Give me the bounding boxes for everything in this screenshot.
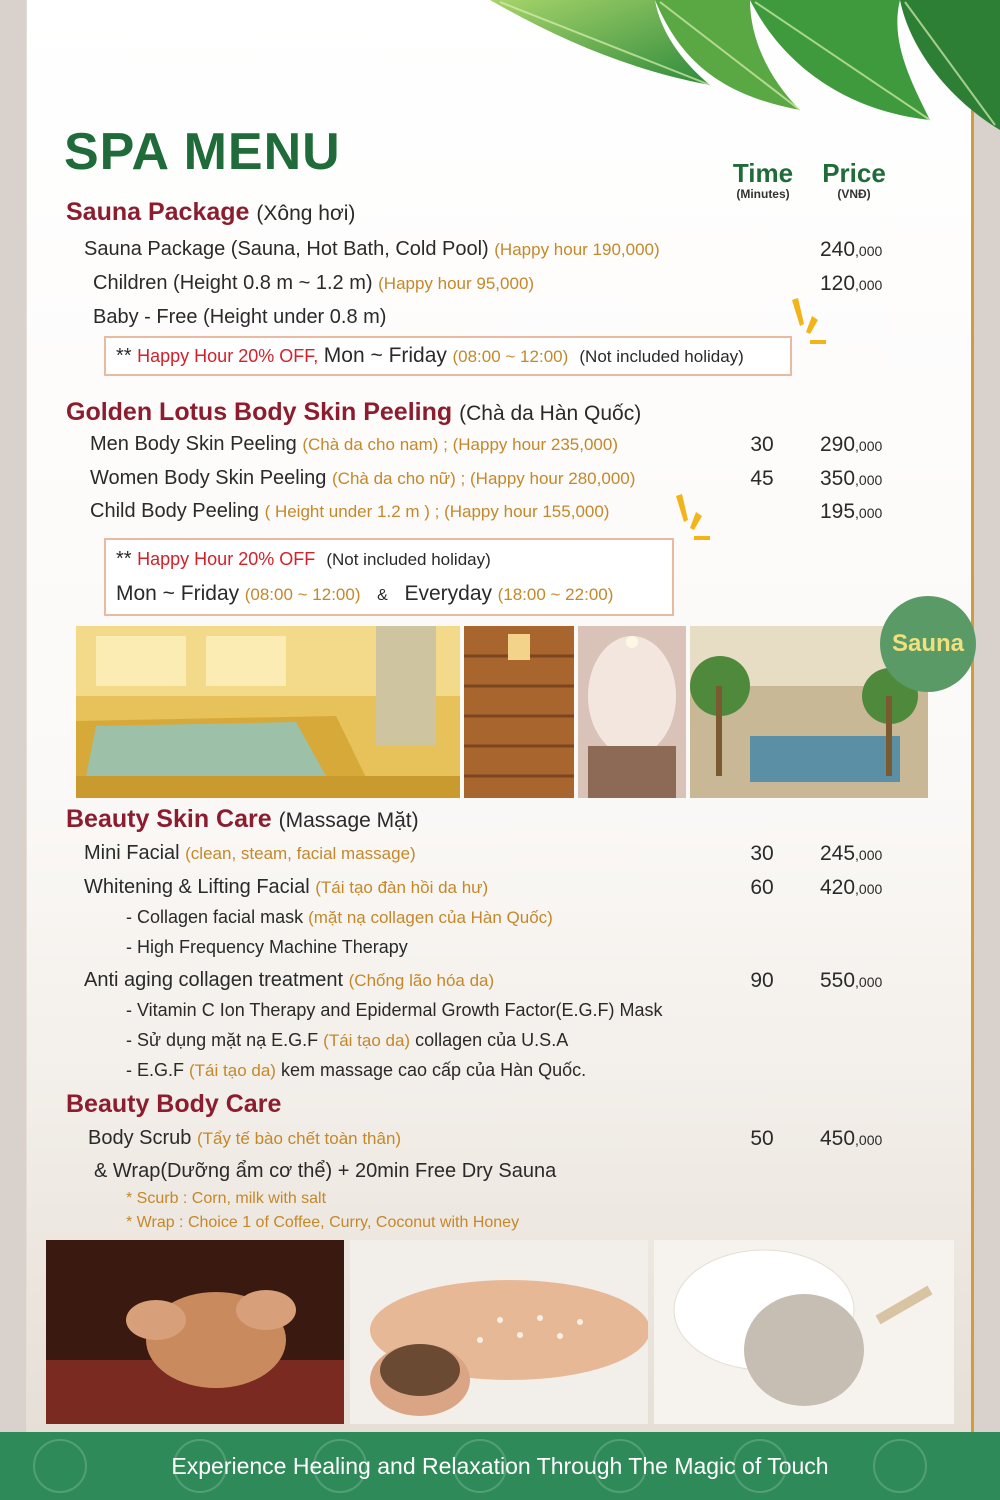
price-label: Price [822, 158, 886, 188]
promo-hours-line: Mon ~ Friday (08:00 ~ 12:00) & Everyday (18:00 ~ 22:00) [116, 582, 614, 605]
item-time: 30 [750, 842, 774, 865]
promo-discount: Happy Hour 20% OFF [137, 549, 316, 569]
time-label: Time [732, 158, 794, 188]
promo-hours: (18:00 ~ 22:00) [497, 585, 614, 604]
menu-item-continued: & Wrap(Dưỡng ẩm cơ thể) + 20min Free Dry Sauna [94, 1160, 557, 1182]
item-note: (Chống lão hóa da) [348, 971, 495, 990]
item-name: Women Body Skin Peeling [90, 467, 327, 489]
menu-item [84, 238, 660, 261]
body-care-heading: Beauty Body Care [66, 1090, 282, 1118]
footer-slogan: Experience Healing and Relaxation Through The Magic of Touch [171, 1453, 829, 1479]
price-unit: (VNĐ) [837, 187, 871, 201]
item-time: 50 [750, 1127, 774, 1150]
item-price: 450,000 [820, 1127, 883, 1150]
time-column-header [726, 158, 800, 201]
item-name: Anti aging collagen treatment [84, 969, 344, 991]
monstera-leaf-decoration [480, 0, 1000, 150]
promo-discount: Happy Hour 20% OFF, [137, 346, 319, 366]
item-note: (Tẩy tế bào chết toàn thân) [196, 1129, 402, 1148]
menu-item [90, 433, 618, 456]
item-note: (Happy hour 95,000) [378, 274, 535, 293]
item-name: Whitening & Lifting Facial [84, 876, 310, 898]
promo-days: Mon ~ Friday [116, 582, 240, 605]
price-column-header [816, 158, 892, 201]
sparkle-icon [670, 492, 714, 548]
item-price: 290,000 [820, 433, 883, 456]
item-note: (Chà da cho nữ) ; (Happy hour 280,000) [332, 469, 636, 488]
sub-item: - E.G.F (Tái tạo da) kem massage cao cấp của Hàn Quốc. [126, 1060, 587, 1080]
sauna-heading: Sauna Package [66, 198, 250, 226]
item-time: 60 [750, 876, 774, 899]
item-note: (Happy hour 190,000) [494, 240, 660, 259]
skin-care-section-heading [66, 805, 419, 834]
dry-sauna-photo [464, 626, 574, 798]
item-note: (Chà da cho nam) ; (Happy hour 235,000) [302, 435, 618, 454]
sauna-section-heading [66, 198, 355, 227]
item-price: 420,000 [820, 876, 883, 899]
promo-line: ** Happy Hour 20% OFF (Not included holiday) [116, 548, 491, 570]
promo-hours: (08:00 ~ 12:00) [244, 585, 361, 604]
footer-banner [0, 1432, 1000, 1500]
menu-item [90, 467, 635, 490]
footnote: * Wrap : Choice 1 of Coffee, Curry, Coconut with Honey [126, 1214, 520, 1231]
skin-care-heading-sub: (Massage Mặt) [278, 809, 419, 832]
menu-item [90, 500, 609, 523]
face-massage-photo [46, 1240, 344, 1424]
sparkle-icon [786, 296, 830, 352]
peeling-promo-box [104, 538, 674, 616]
item-name: Sauna Package (Sauna, Hot Bath, Cold Pool) [84, 238, 489, 260]
peeling-heading: Golden Lotus Body Skin Peeling [66, 398, 453, 426]
sub-item: - High Frequency Machine Therapy [126, 937, 408, 957]
item-name: Body Scrub [88, 1127, 192, 1149]
sauna-badge: Sauna [880, 596, 976, 692]
item-price: 550,000 [820, 969, 883, 992]
promo-line: ** Happy Hour 20% OFF, Mon ~ Friday (08:00 ~ 12:00) (Not included holiday) [116, 344, 744, 367]
item-price: 120,000 [820, 272, 883, 295]
item-price: 245,000 [820, 842, 883, 865]
promo-days: Mon ~ Friday [323, 344, 447, 367]
sauna-promo-box [104, 336, 792, 376]
menu-item [84, 842, 416, 865]
menu-item [93, 306, 386, 329]
facial-mask-photo [654, 1240, 954, 1424]
promo-days: Everyday [404, 582, 493, 605]
sub-item: - Vitamin C Ion Therapy and Epidermal Growth Factor(E.G.F) Mask [126, 1000, 663, 1020]
page-title: SPA MENU [64, 123, 341, 181]
peeling-section-heading [66, 398, 641, 427]
item-name: Child Body Peeling [90, 500, 259, 522]
item-note: ( Height under 1.2 m ) ; (Happy hour 155,000) [264, 502, 610, 521]
item-time: 90 [750, 969, 774, 992]
time-unit: (Minutes) [736, 187, 790, 201]
footnote: * Scurb : Corn, milk with salt [126, 1190, 327, 1207]
item-price: 240,000 [820, 238, 883, 261]
item-name: Baby - Free (Height under 0.8 m) [93, 306, 387, 328]
sub-item: - Sử dụng mặt nạ E.G.F (Tái tạo da) collagen của U.S.A [126, 1030, 569, 1050]
skin-care-heading: Beauty Skin Care [66, 805, 272, 833]
item-name: Children (Height 0.8 m ~ 1.2 m) [93, 272, 373, 294]
item-price: 350,000 [820, 467, 883, 490]
item-note: (clean, steam, facial massage) [185, 844, 416, 863]
promo-note: (Not included holiday) [326, 550, 491, 569]
item-time: 45 [750, 467, 774, 490]
item-note: (Tái tạo đàn hồi da hư) [315, 878, 489, 897]
item-price: 195,000 [820, 500, 883, 523]
promo-note: (Not included holiday) [579, 347, 744, 366]
body-scrub-photo [350, 1240, 648, 1424]
menu-item [84, 969, 494, 992]
bath-hall-photo [76, 626, 460, 798]
item-name: Mini Facial [84, 842, 180, 864]
item-time: 30 [750, 433, 774, 456]
menu-item [93, 272, 534, 295]
menu-item [88, 1127, 401, 1150]
sauna-heading-sub: (Xông hơi) [256, 202, 356, 225]
menu-item [84, 876, 488, 899]
body-care-section-heading [66, 1090, 281, 1119]
sub-item: - Collagen facial mask (mặt nạ collagen của Hàn Quốc) [126, 907, 553, 927]
promo-hours: (08:00 ~ 12:00) [452, 347, 569, 366]
peeling-heading-sub: (Chà da Hàn Quốc) [459, 402, 642, 425]
steam-room-photo [578, 626, 686, 798]
item-name: Men Body Skin Peeling [90, 433, 297, 455]
